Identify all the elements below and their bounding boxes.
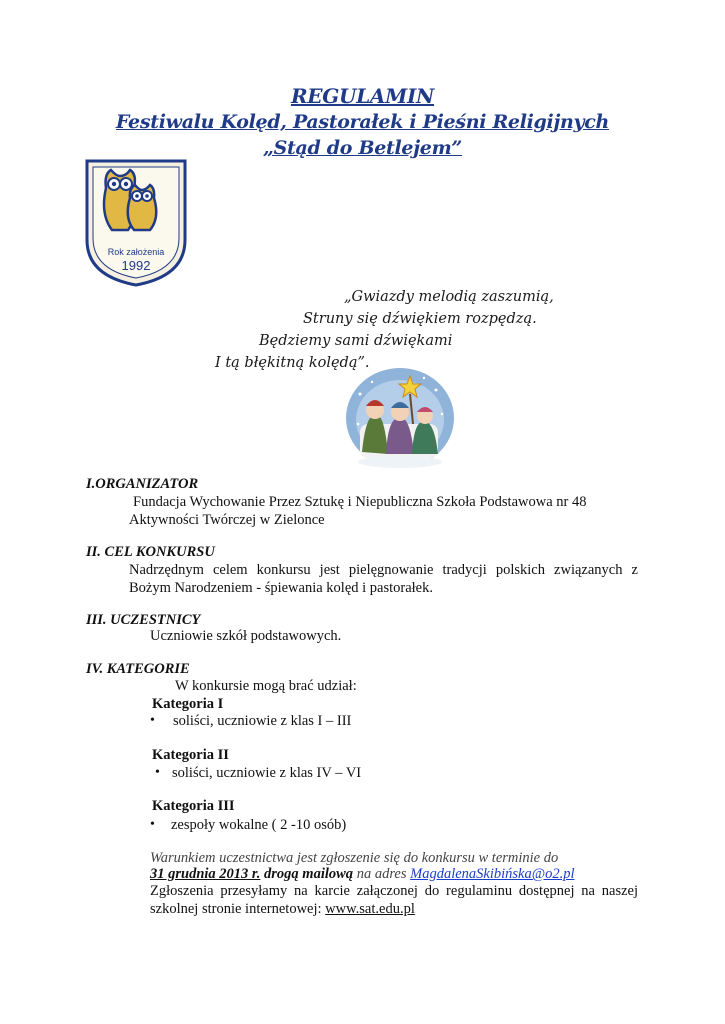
deadline-line bbox=[150, 866, 574, 883]
category-desc: zespoły wokalne ( 2 -10 osób) bbox=[171, 817, 347, 833]
website-label: szkolnej stronie internetowej: bbox=[150, 901, 322, 917]
bullet-icon: • bbox=[150, 817, 155, 832]
poem-line: I tą błękitną kolędą”. bbox=[215, 355, 370, 371]
deadline-date: 31 grudnia 2013 r. bbox=[150, 866, 261, 882]
organizer-text: Aktywności Twórczej w Zielonce bbox=[129, 512, 325, 528]
school-logo bbox=[84, 158, 188, 288]
poem-line: „Gwiazdy melodią zaszumią, bbox=[344, 289, 554, 305]
section-heading-organizer: I.ORGANIZATOR bbox=[86, 476, 199, 492]
entry-condition: Warunkiem uczestnictwa jest zgłoszenie się do konkursu w terminie do bbox=[150, 850, 559, 866]
section-heading-participants: III. UCZESTNICY bbox=[86, 612, 201, 628]
bullet-icon: • bbox=[155, 765, 160, 780]
website-line bbox=[150, 901, 415, 918]
owl-icon bbox=[128, 185, 157, 230]
goal-text: Bożym Narodzeniem - śpiewania kolęd i pastorałek. bbox=[129, 580, 433, 596]
festival-motto: „Stąd do Betlejem” bbox=[262, 137, 463, 159]
contact-email-link[interactable]: MagdalenaSkibińska@o2.pl bbox=[410, 866, 575, 882]
submission-text: Zgłoszenia przesyłamy na karcie załączonej do regulaminu dostępnej na naszej bbox=[150, 883, 638, 899]
address-label: na adres bbox=[356, 866, 407, 882]
category-name: Kategoria II bbox=[152, 747, 229, 763]
document-title: REGULAMIN bbox=[290, 84, 435, 108]
section-heading-categories: IV. KATEGORIE bbox=[86, 661, 190, 677]
poem-line: Będziemy sami dźwiękami bbox=[259, 333, 453, 349]
carolers-illustration bbox=[344, 364, 456, 472]
category-desc: soliści, uczniowie z klas I – III bbox=[173, 713, 352, 729]
submission-method: drogą mailową bbox=[264, 866, 354, 882]
festival-name: Festiwalu Kolęd, Pastorałek i Pieśni Religijnych bbox=[115, 111, 610, 133]
goal-text: Nadrzędnym celem konkursu jest pielęgnowanie tradycji polskich związanych z bbox=[129, 562, 638, 578]
participants-text: Uczniowie szkół podstawowych. bbox=[150, 628, 342, 644]
bullet-icon: • bbox=[150, 713, 155, 728]
categories-intro: W konkursie mogą brać udział: bbox=[175, 678, 357, 694]
category-name: Kategoria III bbox=[152, 798, 235, 814]
poem-line: Struny się dźwiękiem rozpędzą. bbox=[303, 311, 537, 327]
svg-text:Rok założenia: Rok założenia bbox=[107, 247, 165, 257]
website-link[interactable]: www.sat.edu.pl bbox=[325, 901, 415, 917]
category-desc: soliści, uczniowie z klas IV – VI bbox=[172, 765, 362, 781]
svg-text:1992: 1992 bbox=[121, 258, 151, 273]
category-name: Kategoria I bbox=[152, 696, 224, 712]
section-heading-goal: II. CEL KONKURSU bbox=[86, 544, 215, 560]
organizer-text: Fundacja Wychowanie Przez Sztukę i Niepubliczna Szkoła Podstawowa nr 48 bbox=[133, 494, 587, 510]
